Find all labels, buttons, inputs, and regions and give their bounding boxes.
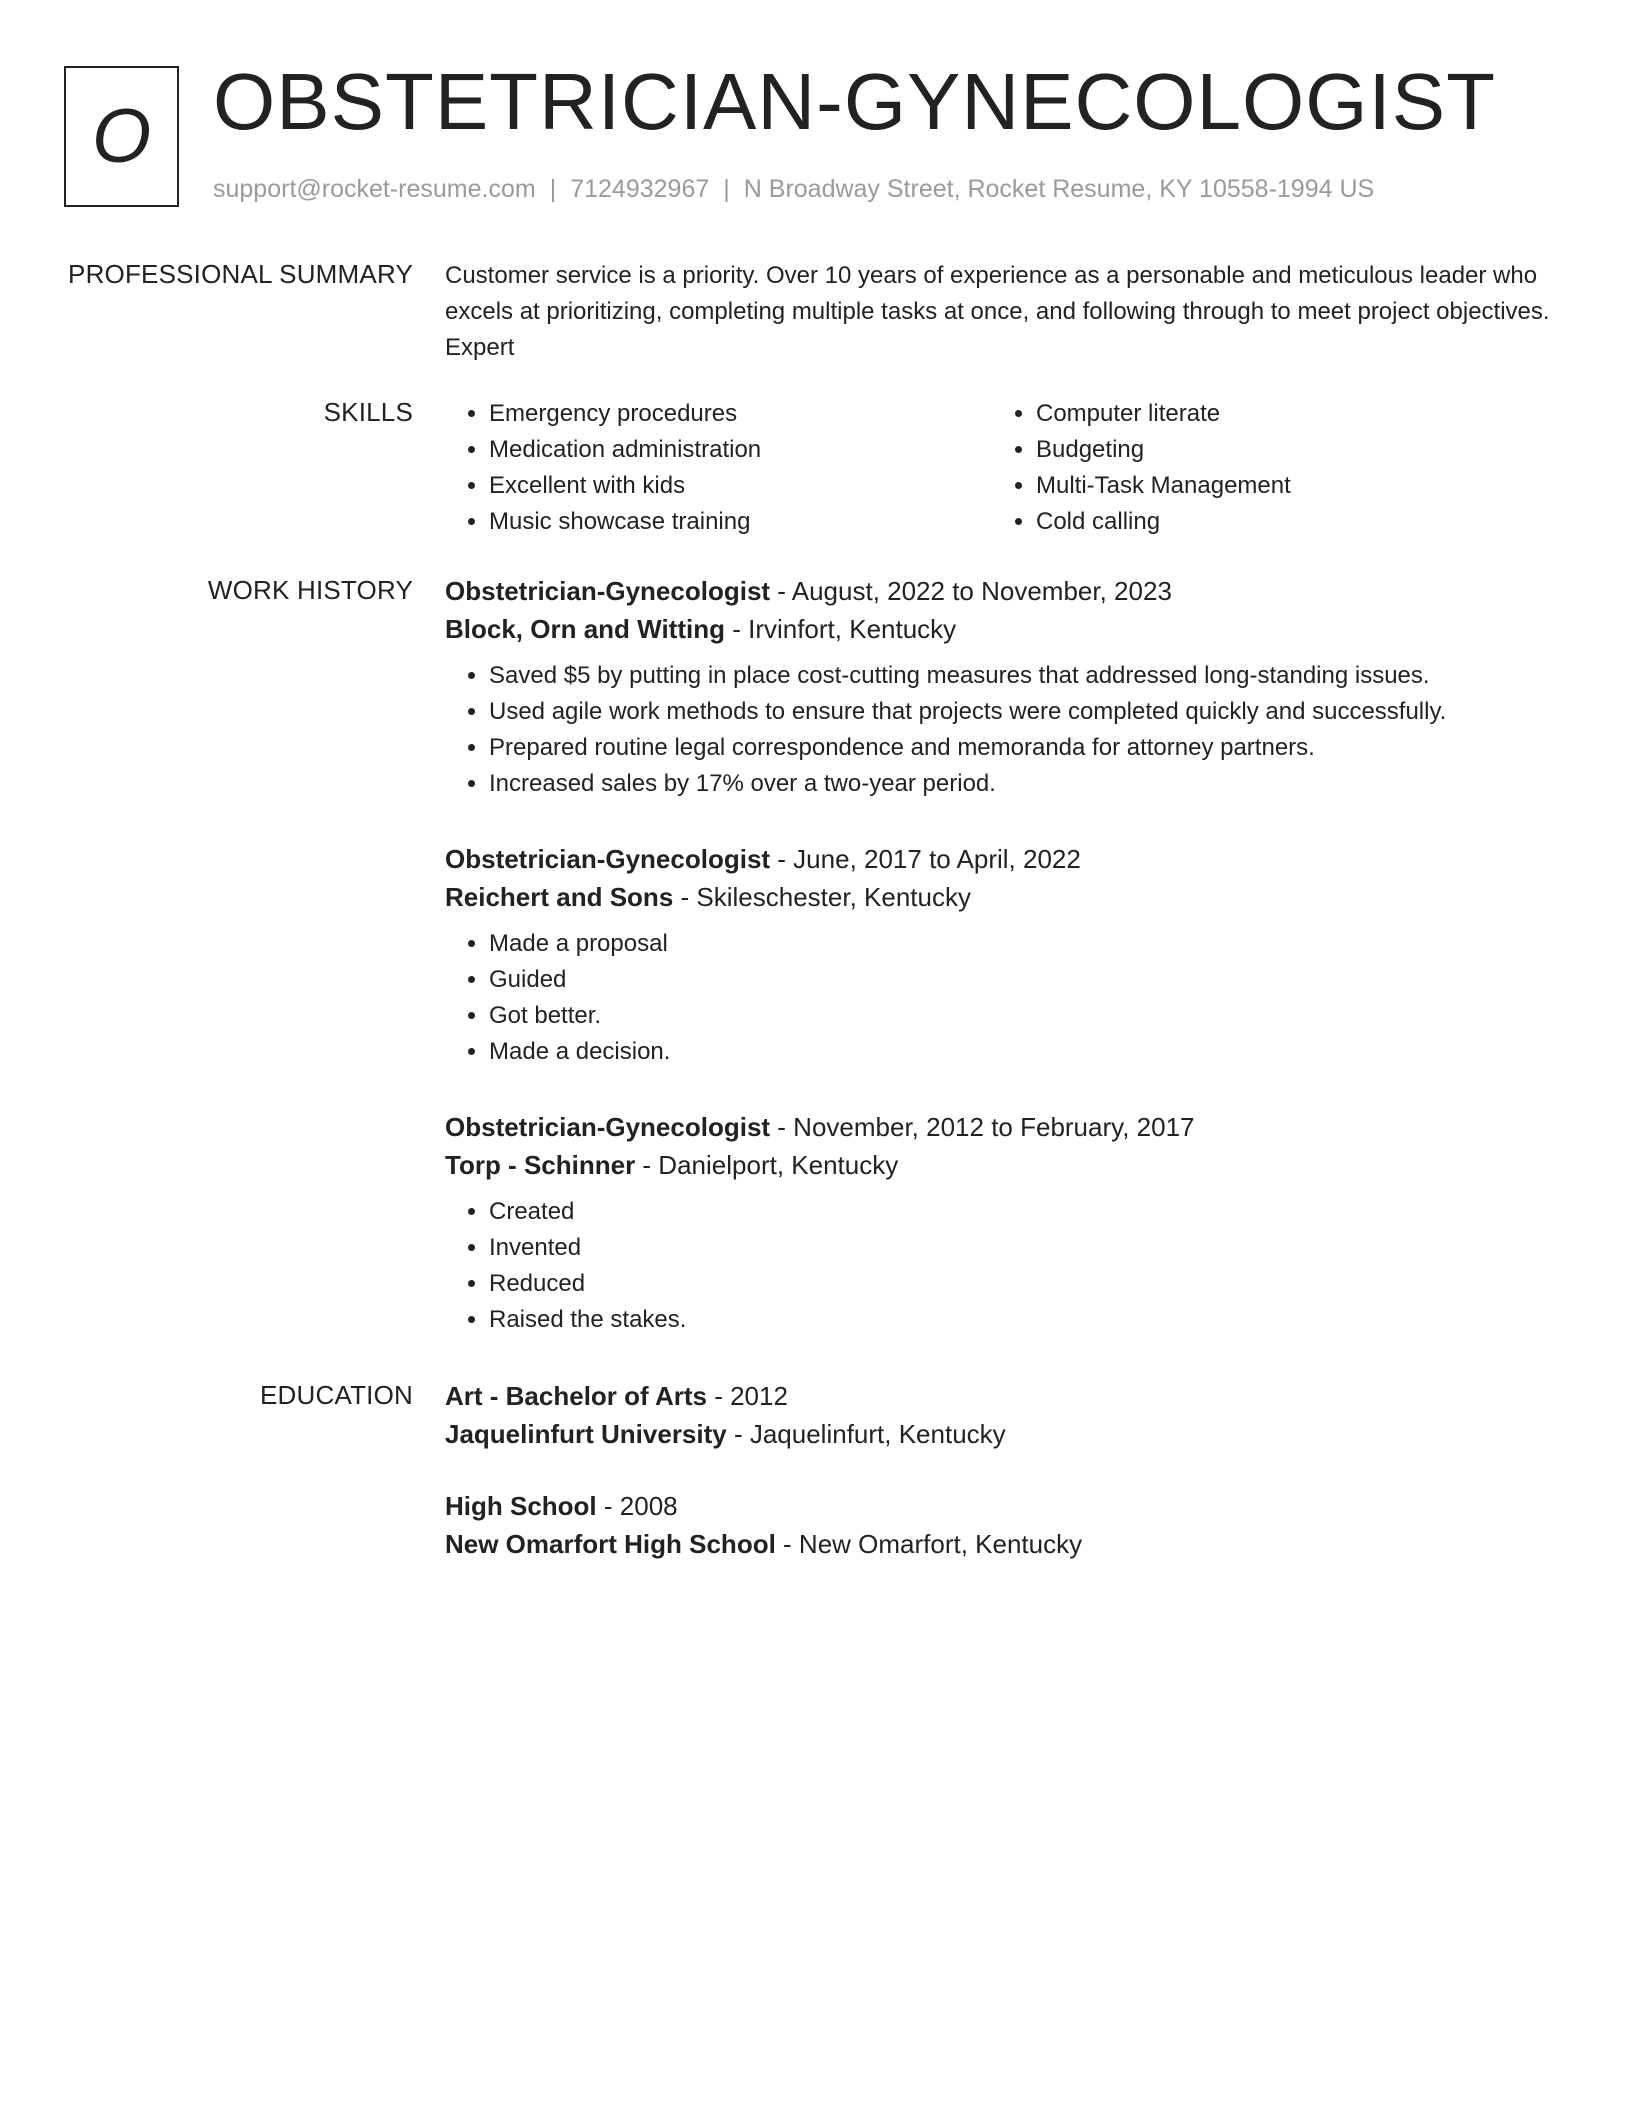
contact-address: N Broadway Street, Rocket Resume, KY 10558-1994 US — [743, 175, 1375, 203]
job-bullet: • Prepared routine legal correspondence and memoranda for attorney partners. — [489, 730, 1565, 766]
job-entry — [445, 840, 1565, 1070]
job-dates: - June, 2017 to April, 2022 — [770, 844, 1081, 874]
monogram-logo: O — [64, 66, 179, 207]
job-company: Torp - Schinner — [445, 1150, 636, 1180]
job-location: - Skileschester, Kentucky — [673, 882, 971, 912]
section-label-education: EDUCATION — [260, 1380, 413, 1410]
skill-item: • Medication administration — [489, 432, 992, 468]
education-location: - Jaquelinfurt, Kentucky — [726, 1419, 1006, 1449]
contact-phone[interactable]: 7124932967 — [570, 175, 710, 203]
job-bullet: • Used agile work methods to ensure that projects were completed quickly and successfully. — [489, 694, 1565, 730]
job-company-line — [445, 610, 1565, 648]
job-company: Block, Orn and Witting — [445, 614, 725, 644]
education-degree-line — [445, 1487, 1565, 1525]
job-bullet: • Reduced — [489, 1266, 1565, 1302]
page-title: OBSTETRICIAN-GYNECOLOGIST — [213, 57, 1496, 146]
job-bullets — [445, 926, 1565, 1070]
job-bullet: • Invented — [489, 1230, 1565, 1266]
job-entry — [445, 572, 1565, 802]
skill-item: • Cold calling — [1036, 504, 1539, 540]
contact-email[interactable]: support@rocket-resume.com — [213, 175, 536, 203]
summary-text: Customer service is a priority. Over 10 years of experience as a personable and meticulous leader who excels at prioritizing, completing multiple tasks at once, and following through to meet project objectives. Expert — [445, 262, 1550, 361]
job-title: Obstetrician-Gynecologist — [445, 576, 771, 606]
skill-item: • Budgeting — [1036, 432, 1539, 468]
job-bullets — [445, 658, 1565, 802]
education-location: - New Omarfort, Kentucky — [775, 1529, 1083, 1559]
job-title: Obstetrician-Gynecologist — [445, 844, 771, 874]
job-dates: - November, 2012 to February, 2017 — [770, 1112, 1195, 1142]
education-school-line — [445, 1525, 1565, 1563]
job-bullet: • Increased sales by 17% over a two-year period. — [489, 766, 1565, 802]
education-school: Jaquelinfurt University — [445, 1419, 727, 1449]
education-degree: High School — [445, 1491, 597, 1521]
education-entry — [445, 1377, 1565, 1453]
education-year: - 2012 — [706, 1381, 788, 1411]
education-year: - 2008 — [596, 1491, 678, 1521]
job-bullet: • Got better. — [489, 998, 1565, 1034]
section-label-skills: SKILLS — [323, 397, 413, 427]
education-degree: Art - Bachelor of Arts — [445, 1381, 707, 1411]
job-title-line — [445, 1108, 1565, 1146]
education-degree-line — [445, 1377, 1565, 1415]
education-school-line — [445, 1415, 1565, 1453]
skills-column-left — [445, 396, 992, 540]
job-company-line — [445, 1146, 1565, 1184]
job-location: - Danielport, Kentucky — [635, 1150, 899, 1180]
job-bullet: • Made a proposal — [489, 926, 1565, 962]
skills-column-right — [992, 396, 1539, 540]
job-company: Reichert and Sons — [445, 882, 674, 912]
job-bullet: • Made a decision. — [489, 1034, 1565, 1070]
job-company-line — [445, 878, 1565, 916]
job-bullet: • Created — [489, 1194, 1565, 1230]
skill-item: • Excellent with kids — [489, 468, 992, 504]
job-title-line — [445, 840, 1565, 878]
job-entry — [445, 1108, 1565, 1338]
section-label-summary: PROFESSIONAL SUMMARY — [68, 259, 413, 289]
job-dates: - August, 2022 to November, 2023 — [770, 576, 1172, 606]
education-school: New Omarfort High School — [445, 1529, 776, 1559]
skill-item: • Multi-Task Management — [1036, 468, 1539, 504]
skills-list — [445, 396, 1565, 540]
job-bullet: • Saved $5 by putting in place cost-cutting measures that addressed long-standing issues. — [489, 658, 1565, 694]
contact-separator: | — [723, 175, 730, 203]
contact-separator: | — [549, 175, 557, 203]
section-label-work-history: WORK HISTORY — [207, 575, 413, 605]
job-title: Obstetrician-Gynecologist — [445, 1112, 771, 1142]
job-title-line — [445, 572, 1565, 610]
skill-item: • Computer literate — [1036, 396, 1539, 432]
education-entry — [445, 1487, 1565, 1563]
contact-line — [213, 172, 1374, 206]
job-bullets — [445, 1194, 1565, 1338]
job-location: - Irvinfort, Kentucky — [724, 614, 957, 644]
job-bullet: • Guided — [489, 962, 1565, 998]
skill-item: • Music showcase training — [489, 504, 992, 540]
job-bullet: • Raised the stakes. — [489, 1302, 1565, 1338]
skill-item: • Emergency procedures — [489, 396, 992, 432]
